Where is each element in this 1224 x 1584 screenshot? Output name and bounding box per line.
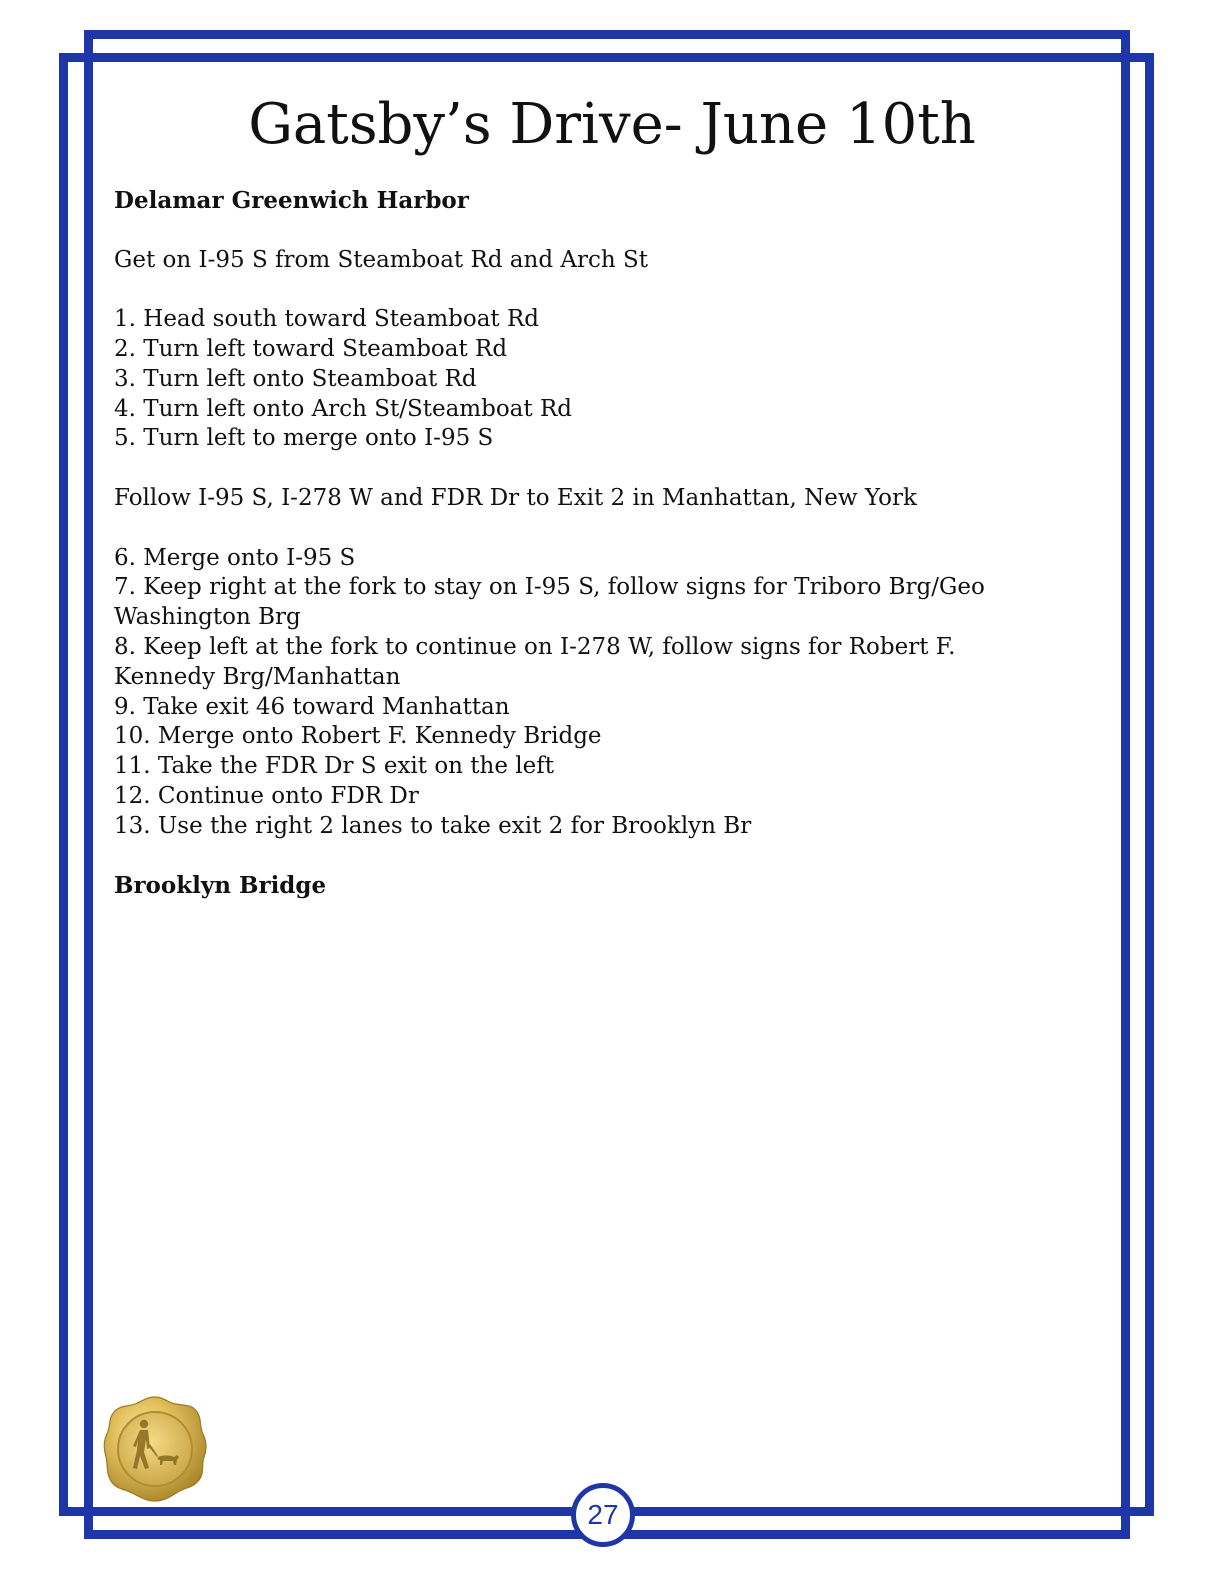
page-number-badge: 27 <box>571 1483 635 1547</box>
spacer <box>114 842 1044 872</box>
direction-step-10: 10. Merge onto Robert F. Kennedy Bridge <box>114 723 602 750</box>
direction-step-4: 4. Turn left onto Arch St/Steamboat Rd <box>114 395 572 422</box>
direction-step-2: 2. Turn left toward Steamboat Rd <box>114 335 508 362</box>
section-heading-2: Follow I-95 S, I-278 W and FDR Dr to Exit 2 in Manhattan, New York <box>114 484 917 511</box>
directions-content <box>114 186 1044 901</box>
wax-seal-icon <box>100 1394 210 1504</box>
direction-step-3: 3. Turn left onto Steamboat Rd <box>114 365 477 392</box>
direction-step-6: 6. Merge onto I-95 S <box>114 544 356 571</box>
direction-step-9: 9. Take exit 46 toward Manhattan <box>114 693 510 720</box>
start-location: Delamar Greenwich Harbor <box>114 187 469 214</box>
page-title: Gatsby’s Drive- June 10th <box>248 92 976 157</box>
section-heading-1: Get on I-95 S from Steamboat Rd and Arch St <box>114 246 648 273</box>
direction-step-5: 5. Turn left to merge onto I-95 S <box>114 425 494 452</box>
spacer <box>114 216 1044 246</box>
direction-step-7: 7. Keep right at the fork to stay on I-95 S, follow signs for Triboro Brg/Geo Washington Brg <box>114 574 985 631</box>
spacer <box>114 275 1044 305</box>
spacer <box>114 454 1044 484</box>
direction-step-1: 1. Head south toward Steamboat Rd <box>114 306 540 333</box>
direction-step-13: 13. Use the right 2 lanes to take exit 2 for Brooklyn Br <box>114 812 752 839</box>
spacer <box>114 514 1044 544</box>
direction-step-12: 12. Continue onto FDR Dr <box>114 782 419 809</box>
end-location: Brooklyn Bridge <box>114 872 327 900</box>
direction-step-8: 8. Keep left at the fork to continue on I-278 W, follow signs for Robert F. Kennedy Brg/Manhattan <box>114 633 956 690</box>
direction-step-11: 11. Take the FDR Dr S exit on the left <box>114 753 554 780</box>
